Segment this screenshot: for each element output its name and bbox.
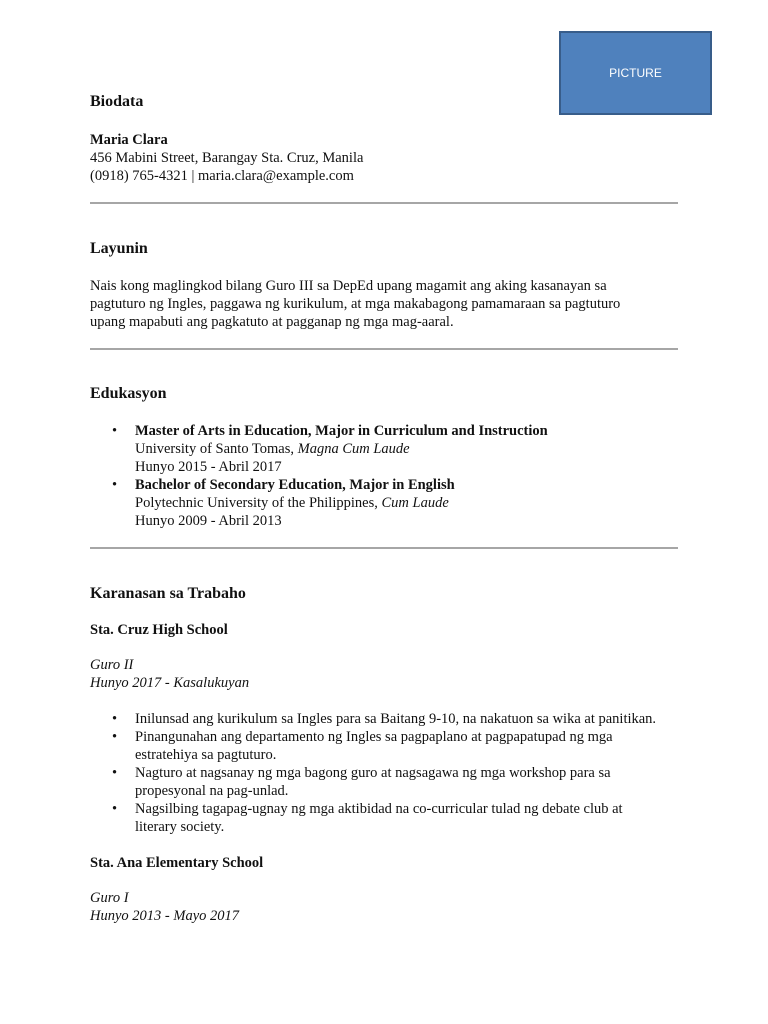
objective-line: pagtuturo ng Ingles, paggawa ng kurikulum, at mga makabagong pamamaraan sa pagtuturo <box>90 296 621 312</box>
objective-heading: Layunin <box>90 240 148 257</box>
divider-3 <box>90 547 678 549</box>
job-dates: Hunyo 2013 - Mayo 2017 <box>90 908 240 924</box>
contact-name: Maria Clara <box>90 132 168 148</box>
job-duty <box>90 800 680 836</box>
education-school: Polytechnic University of the Philippines, <box>135 495 382 511</box>
education-item <box>90 476 680 530</box>
job-dates: Hunyo 2017 - Kasalukuyan <box>90 675 250 691</box>
job-meta <box>90 656 680 692</box>
contact-address: 456 Mabini Street, Barangay Sta. Cruz, Manila <box>90 150 364 166</box>
job-employer: Sta. Cruz High School <box>90 622 228 638</box>
contact-block <box>90 131 680 185</box>
divider-2 <box>90 348 678 350</box>
job-duty-line: • Pinangunahan ang departamento ng Ingles sa pagpaplano at pagpapatupad ng mga <box>135 729 613 745</box>
job-duty-line: propesyonal na pag-unlad. <box>135 783 289 799</box>
education-school-line <box>135 494 680 512</box>
objective-text <box>90 277 680 331</box>
education-item <box>90 422 680 476</box>
job-duties-list <box>90 710 680 836</box>
education-dates: Hunyo 2009 - Abril 2013 <box>135 513 282 529</box>
job-duty-line: • Nagsilbing tagapag-ugnay ng mga aktibidad na co-curricular tulad ng debate club at <box>135 801 623 817</box>
objective-line: upang mapabuti ang pagkatuto at pagganap ng mga mag-aaral. <box>90 314 454 330</box>
job-duty-line: estratehiya sa pagtuturo. <box>135 747 277 763</box>
job-meta <box>90 889 680 925</box>
job-duty-line: • Inilunsad ang kurikulum sa Ingles para sa Baitang 9-10, na nakatuon sa wika at panitikan. <box>135 711 657 727</box>
education-dates: Hunyo 2015 - Abril 2017 <box>135 459 282 475</box>
education-honor: Cum Laude <box>381 495 449 511</box>
education-honor: Magna Cum Laude <box>297 441 410 457</box>
picture-placeholder <box>559 31 712 115</box>
education-degree: • Bachelor of Secondary Education, Major in English <box>135 477 455 493</box>
job-duty-line: • Nagturo at nagsanay ng mga bagong guro at nagsagawa ng mga workshop para sa <box>135 765 611 781</box>
picture-label: PICTURE <box>609 66 662 80</box>
job-duty <box>90 728 680 764</box>
education-list <box>90 422 680 530</box>
education-heading: Edukasyon <box>90 385 167 402</box>
experience-heading: Karanasan sa Trabaho <box>90 585 246 602</box>
divider-1 <box>90 202 678 204</box>
education-degree: • Master of Arts in Education, Major in Curriculum and Instruction <box>135 423 548 439</box>
job-duty <box>90 764 680 800</box>
job-position: Guro II <box>90 657 134 673</box>
job-duty <box>90 710 680 728</box>
document-title: Biodata <box>90 93 144 110</box>
objective-line: Nais kong maglingkod bilang Guro III sa DepEd upang magamit ang aking kasanayan sa <box>90 278 607 294</box>
job-employer: Sta. Ana Elementary School <box>90 855 264 871</box>
job-position: Guro I <box>90 890 129 906</box>
contact-phone-email: (0918) 765-4321 | maria.clara@example.com <box>90 168 354 184</box>
education-school: University of Santo Tomas, <box>135 441 298 457</box>
education-school-line <box>135 440 680 458</box>
job-duty-line: literary society. <box>135 819 225 835</box>
